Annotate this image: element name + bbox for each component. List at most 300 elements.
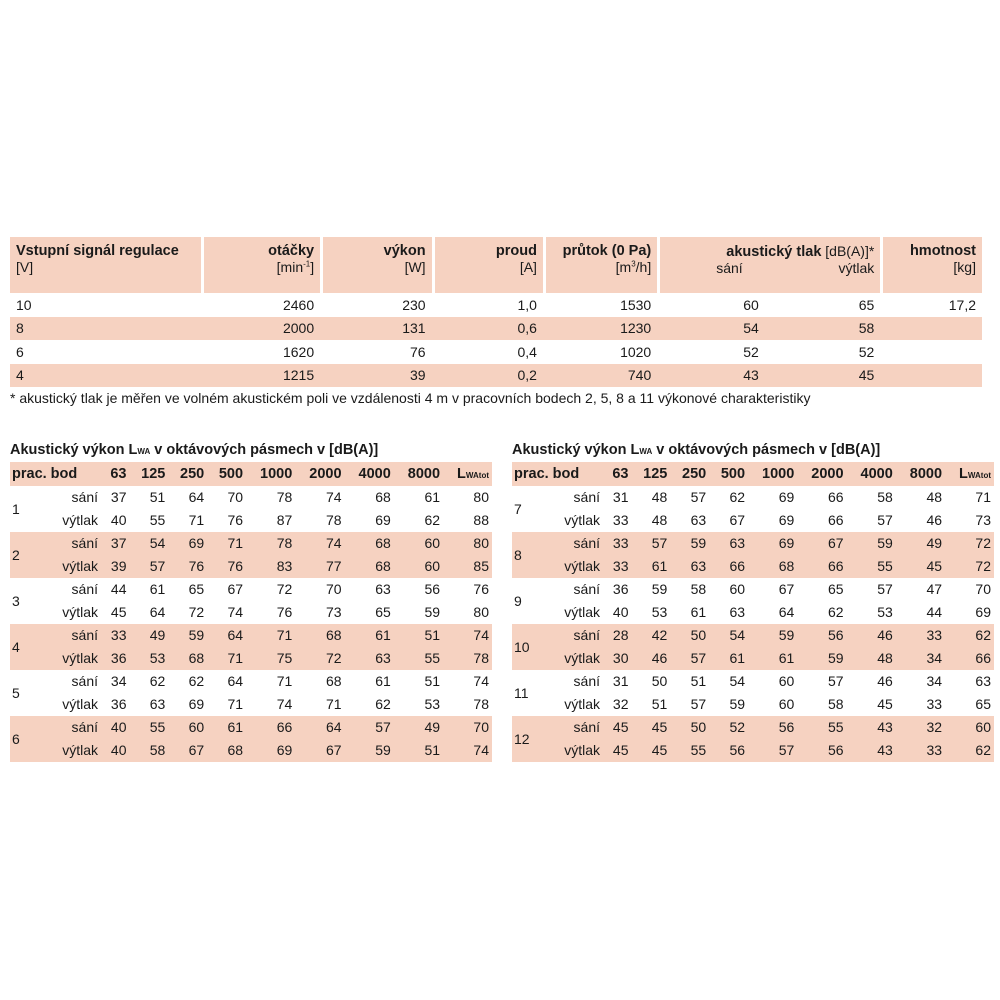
header-total-sub: WAtot (465, 471, 489, 480)
cell-value: 54 (729, 627, 746, 643)
cell-point: 7 (514, 500, 522, 517)
cell-value: 74 (325, 489, 342, 505)
header-freq-63: 63 (612, 466, 629, 482)
cell-value: 85 (473, 558, 489, 574)
cell-weight (880, 364, 982, 387)
cell-value: 53 (877, 604, 893, 620)
acoustic-header-row (512, 462, 994, 486)
cell-value: 65 (827, 581, 844, 597)
header-sound-title: akustický tlak (726, 244, 822, 260)
cell-channel: sání (573, 673, 600, 689)
header-signal-unit: [V] (16, 259, 34, 275)
cell-value: 64 (227, 673, 244, 689)
cell-value: 60 (778, 673, 795, 689)
acoustic-header-row (10, 462, 492, 486)
header-freq-500: 500 (218, 466, 244, 482)
cell-value: 56 (827, 627, 844, 643)
table-row (512, 693, 994, 716)
cell-value: 59 (651, 581, 668, 597)
cell-value: 76 (188, 558, 205, 574)
cell-value: 63 (375, 581, 391, 597)
cell-value: 74 (473, 673, 489, 689)
cell-channel: sání (71, 627, 98, 643)
cell-value: 78 (473, 650, 489, 666)
cell-value: 71 (227, 650, 244, 666)
header-freq-4000: 4000 (358, 466, 391, 482)
cell-value: 72 (975, 535, 991, 551)
cell-power: 39 (409, 367, 426, 383)
cell-value: 61 (690, 604, 707, 620)
header-freq-250: 250 (682, 466, 707, 482)
cell-value: 40 (110, 719, 127, 735)
cell-value: 62 (975, 627, 991, 643)
cell-value: 33 (612, 535, 629, 551)
cell-value: 68 (375, 489, 391, 505)
cell-value: 64 (149, 604, 166, 620)
cell-value: 69 (188, 535, 205, 551)
cell-value: 59 (778, 627, 795, 643)
cell-value: 69 (778, 535, 795, 551)
cell-value: 55 (149, 512, 166, 528)
cell-current: 1,0 (517, 297, 537, 313)
cell-point: 9 (514, 592, 522, 609)
cell-point: 6 (12, 730, 20, 747)
header-freq-8000: 8000 (407, 466, 441, 482)
cell-value: 61 (778, 650, 795, 666)
cell-value: 74 (227, 604, 244, 620)
cell-value: 40 (110, 742, 127, 758)
acoustic-table-right (512, 440, 994, 762)
cell-value: 63 (375, 650, 391, 666)
cell-value: 48 (877, 650, 893, 666)
acoustic-table-left (10, 440, 492, 762)
cell-value: 58 (149, 742, 166, 758)
cell-value: 71 (227, 535, 244, 551)
cell-channel: sání (573, 627, 600, 643)
cell-value: 33 (110, 627, 127, 643)
cell-value: 51 (149, 489, 166, 505)
cell-value: 57 (877, 581, 893, 597)
acoustic-title-pre: Akustický výkon L (512, 442, 640, 458)
cell-value: 72 (325, 650, 342, 666)
cell-value: 58 (827, 696, 844, 712)
cell-value: 63 (149, 696, 166, 712)
header-flow (543, 237, 657, 293)
cell-value: 59 (729, 696, 746, 712)
cell-value: 56 (424, 581, 441, 597)
cell-value: 72 (276, 581, 293, 597)
cell-value: 57 (690, 650, 707, 666)
cell-flow: 740 (627, 367, 652, 383)
cell-value: 57 (375, 719, 391, 735)
cell-channel: výtlak (62, 696, 98, 712)
cell-point: 12 (514, 730, 530, 747)
cell-channel: výtlak (62, 604, 98, 620)
cell-channel: výtlak (564, 742, 600, 758)
cell-value: 66 (827, 512, 844, 528)
cell-sound (657, 317, 880, 340)
table-row (10, 624, 492, 647)
table-row (10, 693, 492, 716)
cell-value: 60 (975, 719, 991, 735)
header-power-unit: [W] (404, 259, 426, 275)
cell-channel: sání (71, 489, 98, 505)
cell-suction: 43 (743, 367, 759, 383)
cell-value: 73 (975, 512, 991, 528)
cell-value: 33 (926, 696, 943, 712)
cell-signal: 6 (16, 344, 24, 360)
cell-value: 57 (149, 558, 166, 574)
cell-value: 51 (424, 673, 441, 689)
cell-current: 0,4 (517, 344, 537, 360)
cell-value: 60 (778, 696, 795, 712)
header-rpm (201, 237, 320, 293)
cell-value: 48 (651, 489, 668, 505)
table-row (512, 532, 994, 555)
cell-value: 57 (651, 535, 668, 551)
cell-value: 33 (612, 512, 629, 528)
cell-value: 59 (188, 627, 205, 643)
cell-value: 36 (110, 696, 127, 712)
cell-value: 80 (473, 535, 489, 551)
cell-discharge: 45 (858, 367, 875, 383)
cell-value: 66 (975, 650, 991, 666)
header-rpm-unit (210, 259, 314, 275)
cell-channel: sání (71, 581, 98, 597)
cell-value: 67 (227, 581, 244, 597)
cell-value: 55 (424, 650, 441, 666)
unit-end: ] (310, 259, 315, 275)
cell-value: 66 (827, 489, 844, 505)
cell-value: 62 (827, 604, 844, 620)
cell-value: 33 (926, 627, 943, 643)
cell-value: 62 (424, 512, 441, 528)
cell-value: 55 (827, 719, 844, 735)
table-row (512, 509, 994, 532)
cell-channel: výtlak (564, 604, 600, 620)
header-total-sub: WAtot (967, 471, 991, 480)
cell-value: 45 (612, 742, 629, 758)
cell-value: 51 (424, 627, 441, 643)
cell-power: 76 (409, 344, 426, 360)
cell-value: 87 (276, 512, 293, 528)
header-flow-unit (552, 259, 651, 275)
cell-value: 53 (149, 650, 166, 666)
cell-value: 45 (110, 604, 127, 620)
cell-point: 3 (12, 592, 20, 609)
cell-value: 34 (926, 650, 943, 666)
cell-value: 45 (651, 742, 668, 758)
cell-channel: výtlak (62, 512, 98, 528)
cell-value: 73 (325, 604, 342, 620)
cell-value: 57 (827, 673, 844, 689)
cell-value: 60 (729, 581, 746, 597)
cell-value: 34 (110, 673, 127, 689)
cell-channel: sání (573, 489, 600, 505)
cell-value: 76 (227, 558, 244, 574)
header-suction-label: sání (716, 260, 743, 276)
cell-power: 131 (402, 320, 426, 336)
table-row (512, 670, 994, 693)
cell-value: 78 (276, 489, 293, 505)
table-row (512, 486, 994, 509)
acoustic-title-sub: WA (137, 447, 151, 456)
cell-value: 70 (325, 581, 342, 597)
cell-value: 70 (975, 581, 991, 597)
cell-channel: sání (71, 535, 98, 551)
table-row (10, 739, 492, 762)
cell-value: 69 (778, 489, 795, 505)
cell-value: 30 (612, 650, 629, 666)
cell-value: 59 (375, 742, 391, 758)
cell-value: 57 (778, 742, 795, 758)
cell-value: 51 (651, 696, 668, 712)
acoustic-title (10, 440, 492, 462)
table-row (512, 647, 994, 670)
cell-value: 62 (375, 696, 391, 712)
cell-point: 11 (514, 684, 529, 701)
cell-channel: výtlak (564, 558, 600, 574)
cell-value: 50 (690, 719, 707, 735)
cell-value: 67 (729, 512, 746, 528)
cell-value: 36 (612, 581, 629, 597)
cell-value: 57 (690, 489, 707, 505)
cell-value: 45 (651, 719, 668, 735)
header-weight-title: hmotnost (909, 243, 976, 259)
cell-value: 78 (276, 535, 293, 551)
cell-value: 59 (827, 650, 844, 666)
cell-value: 75 (276, 650, 293, 666)
cell-channel: výtlak (564, 512, 600, 528)
cell-value: 71 (975, 489, 991, 505)
header-total (443, 462, 492, 486)
table-row (10, 555, 492, 578)
cell-value: 46 (877, 673, 893, 689)
cell-value: 74 (473, 627, 489, 643)
cell-value: 67 (188, 742, 205, 758)
cell-value: 57 (877, 512, 893, 528)
header-freq-500: 500 (720, 466, 746, 482)
header-freq-8000: 8000 (909, 466, 943, 482)
table-row (512, 716, 994, 739)
cell-value: 45 (612, 719, 629, 735)
cell-value: 37 (110, 489, 127, 505)
cell-value: 59 (877, 535, 893, 551)
cell-value: 69 (276, 742, 293, 758)
cell-suction: 52 (743, 344, 759, 360)
cell-value: 71 (188, 512, 205, 528)
cell-power: 230 (402, 297, 426, 313)
cell-sound (657, 340, 880, 364)
cell-flow: 1530 (620, 297, 652, 313)
cell-value: 62 (975, 742, 991, 758)
header-current-title: proud (495, 243, 537, 259)
cell-discharge: 65 (858, 297, 875, 313)
cell-value: 66 (827, 558, 844, 574)
cell-value: 64 (188, 489, 205, 505)
cell-value: 33 (612, 558, 629, 574)
header-total (945, 462, 994, 486)
cell-value: 37 (110, 535, 127, 551)
cell-value: 51 (424, 742, 441, 758)
cell-value: 66 (276, 719, 293, 735)
cell-value: 68 (375, 535, 391, 551)
header-point: prac. bod (514, 466, 580, 482)
header-current (432, 237, 543, 293)
cell-value: 56 (778, 719, 795, 735)
cell-value: 62 (149, 673, 166, 689)
table-row (10, 578, 492, 601)
cell-value: 71 (325, 696, 342, 712)
header-point: prac. bod (12, 466, 78, 482)
cell-value: 71 (227, 696, 244, 712)
cell-value: 53 (651, 604, 668, 620)
cell-value: 76 (473, 581, 489, 597)
unit-sup: -1 (303, 259, 311, 269)
cell-current: 0,6 (517, 320, 537, 336)
table-row (512, 624, 994, 647)
cell-value: 72 (188, 604, 205, 620)
cell-value: 68 (778, 558, 795, 574)
cell-value: 58 (690, 581, 707, 597)
table-row (10, 293, 982, 317)
cell-channel: výtlak (62, 558, 98, 574)
header-total-main: L (457, 466, 466, 482)
cell-value: 71 (276, 673, 293, 689)
cell-value: 69 (975, 604, 991, 620)
header-current-unit: [A] (519, 259, 537, 275)
cell-value: 62 (188, 673, 205, 689)
cell-value: 61 (227, 719, 244, 735)
header-freq-125: 125 (141, 466, 166, 482)
cell-value: 54 (149, 535, 166, 551)
cell-rpm: 2460 (282, 297, 315, 313)
cell-value: 72 (975, 558, 991, 574)
cell-value: 78 (325, 512, 342, 528)
cell-value: 64 (325, 719, 342, 735)
cell-value: 61 (729, 650, 746, 666)
cell-value: 46 (926, 512, 943, 528)
cell-value: 39 (110, 558, 127, 574)
cell-value: 32 (926, 719, 943, 735)
cell-point: 8 (514, 546, 522, 563)
unit-part: [min (276, 259, 304, 275)
header-freq-63: 63 (110, 466, 127, 482)
cell-value: 63 (729, 535, 746, 551)
cell-value: 47 (926, 581, 943, 597)
cell-value: 43 (877, 742, 893, 758)
cell-value: 40 (612, 604, 629, 620)
cell-channel: výtlak (62, 742, 98, 758)
cell-value: 66 (729, 558, 746, 574)
cell-signal: 4 (16, 367, 24, 383)
cell-value: 65 (188, 581, 205, 597)
cell-value: 46 (651, 650, 668, 666)
unit-sup: 3 (631, 259, 636, 269)
cell-value: 51 (690, 673, 707, 689)
cell-value: 63 (975, 673, 991, 689)
cell-value: 45 (877, 696, 893, 712)
cell-value: 31 (612, 673, 629, 689)
cell-channel: výtlak (62, 650, 98, 666)
cell-value: 68 (227, 742, 244, 758)
cell-value: 40 (110, 512, 127, 528)
cell-channel: sání (573, 719, 600, 735)
cell-value: 67 (827, 535, 844, 551)
cell-value: 63 (690, 512, 707, 528)
cell-value: 80 (473, 489, 489, 505)
cell-channel: sání (573, 581, 600, 597)
header-power-title: výkon (383, 243, 426, 259)
cell-value: 54 (729, 673, 746, 689)
cell-value: 77 (325, 558, 342, 574)
cell-value: 49 (424, 719, 441, 735)
fan-parameters-table (10, 237, 982, 387)
cell-value: 32 (612, 696, 629, 712)
header-signal (10, 237, 201, 293)
cell-value: 55 (877, 558, 893, 574)
cell-discharge: 52 (858, 344, 875, 360)
cell-value: 68 (325, 673, 342, 689)
table-row (10, 364, 982, 387)
cell-value: 60 (424, 558, 441, 574)
header-freq-250: 250 (180, 466, 205, 482)
cell-value: 50 (690, 627, 707, 643)
acoustic-title-post: v oktávových pásmech v [dB(A)] (150, 442, 379, 458)
header-power (320, 237, 431, 293)
cell-value: 45 (926, 558, 943, 574)
cell-value: 61 (651, 558, 668, 574)
table-row (10, 509, 492, 532)
header-freq-1000: 1000 (762, 466, 795, 482)
cell-value: 59 (690, 535, 707, 551)
cell-value: 63 (729, 604, 746, 620)
cell-channel: výtlak (564, 696, 600, 712)
header-weight-unit: [kg] (953, 259, 976, 275)
acoustic-table (10, 462, 492, 762)
cell-signal: 8 (16, 320, 24, 336)
cell-rpm: 1215 (282, 367, 315, 383)
header-freq-125: 125 (643, 466, 668, 482)
cell-value: 53 (424, 696, 441, 712)
cell-flow: 1230 (620, 320, 652, 336)
cell-value: 44 (110, 581, 127, 597)
header-rpm-title: otáčky (268, 243, 315, 259)
table-row (512, 578, 994, 601)
cell-value: 83 (276, 558, 293, 574)
cell-value: 55 (149, 719, 166, 735)
cell-weight (880, 340, 982, 364)
acoustic-title-sub: WA (639, 447, 653, 456)
cell-value: 50 (651, 673, 668, 689)
cell-value: 57 (690, 696, 707, 712)
table-row (10, 647, 492, 670)
cell-point: 2 (12, 546, 20, 563)
cell-value: 80 (473, 604, 489, 620)
cell-value: 62 (729, 489, 746, 505)
header-flow-title: průtok (0 Pa) (562, 243, 652, 259)
table-row (512, 601, 994, 624)
cell-sound (657, 293, 880, 317)
cell-value: 60 (424, 535, 441, 551)
cell-value: 70 (227, 489, 244, 505)
cell-value: 49 (149, 627, 166, 643)
cell-value: 61 (424, 489, 441, 505)
cell-value: 70 (473, 719, 489, 735)
cell-value: 65 (375, 604, 391, 620)
table-row (10, 317, 982, 340)
cell-suction: 54 (743, 320, 759, 336)
